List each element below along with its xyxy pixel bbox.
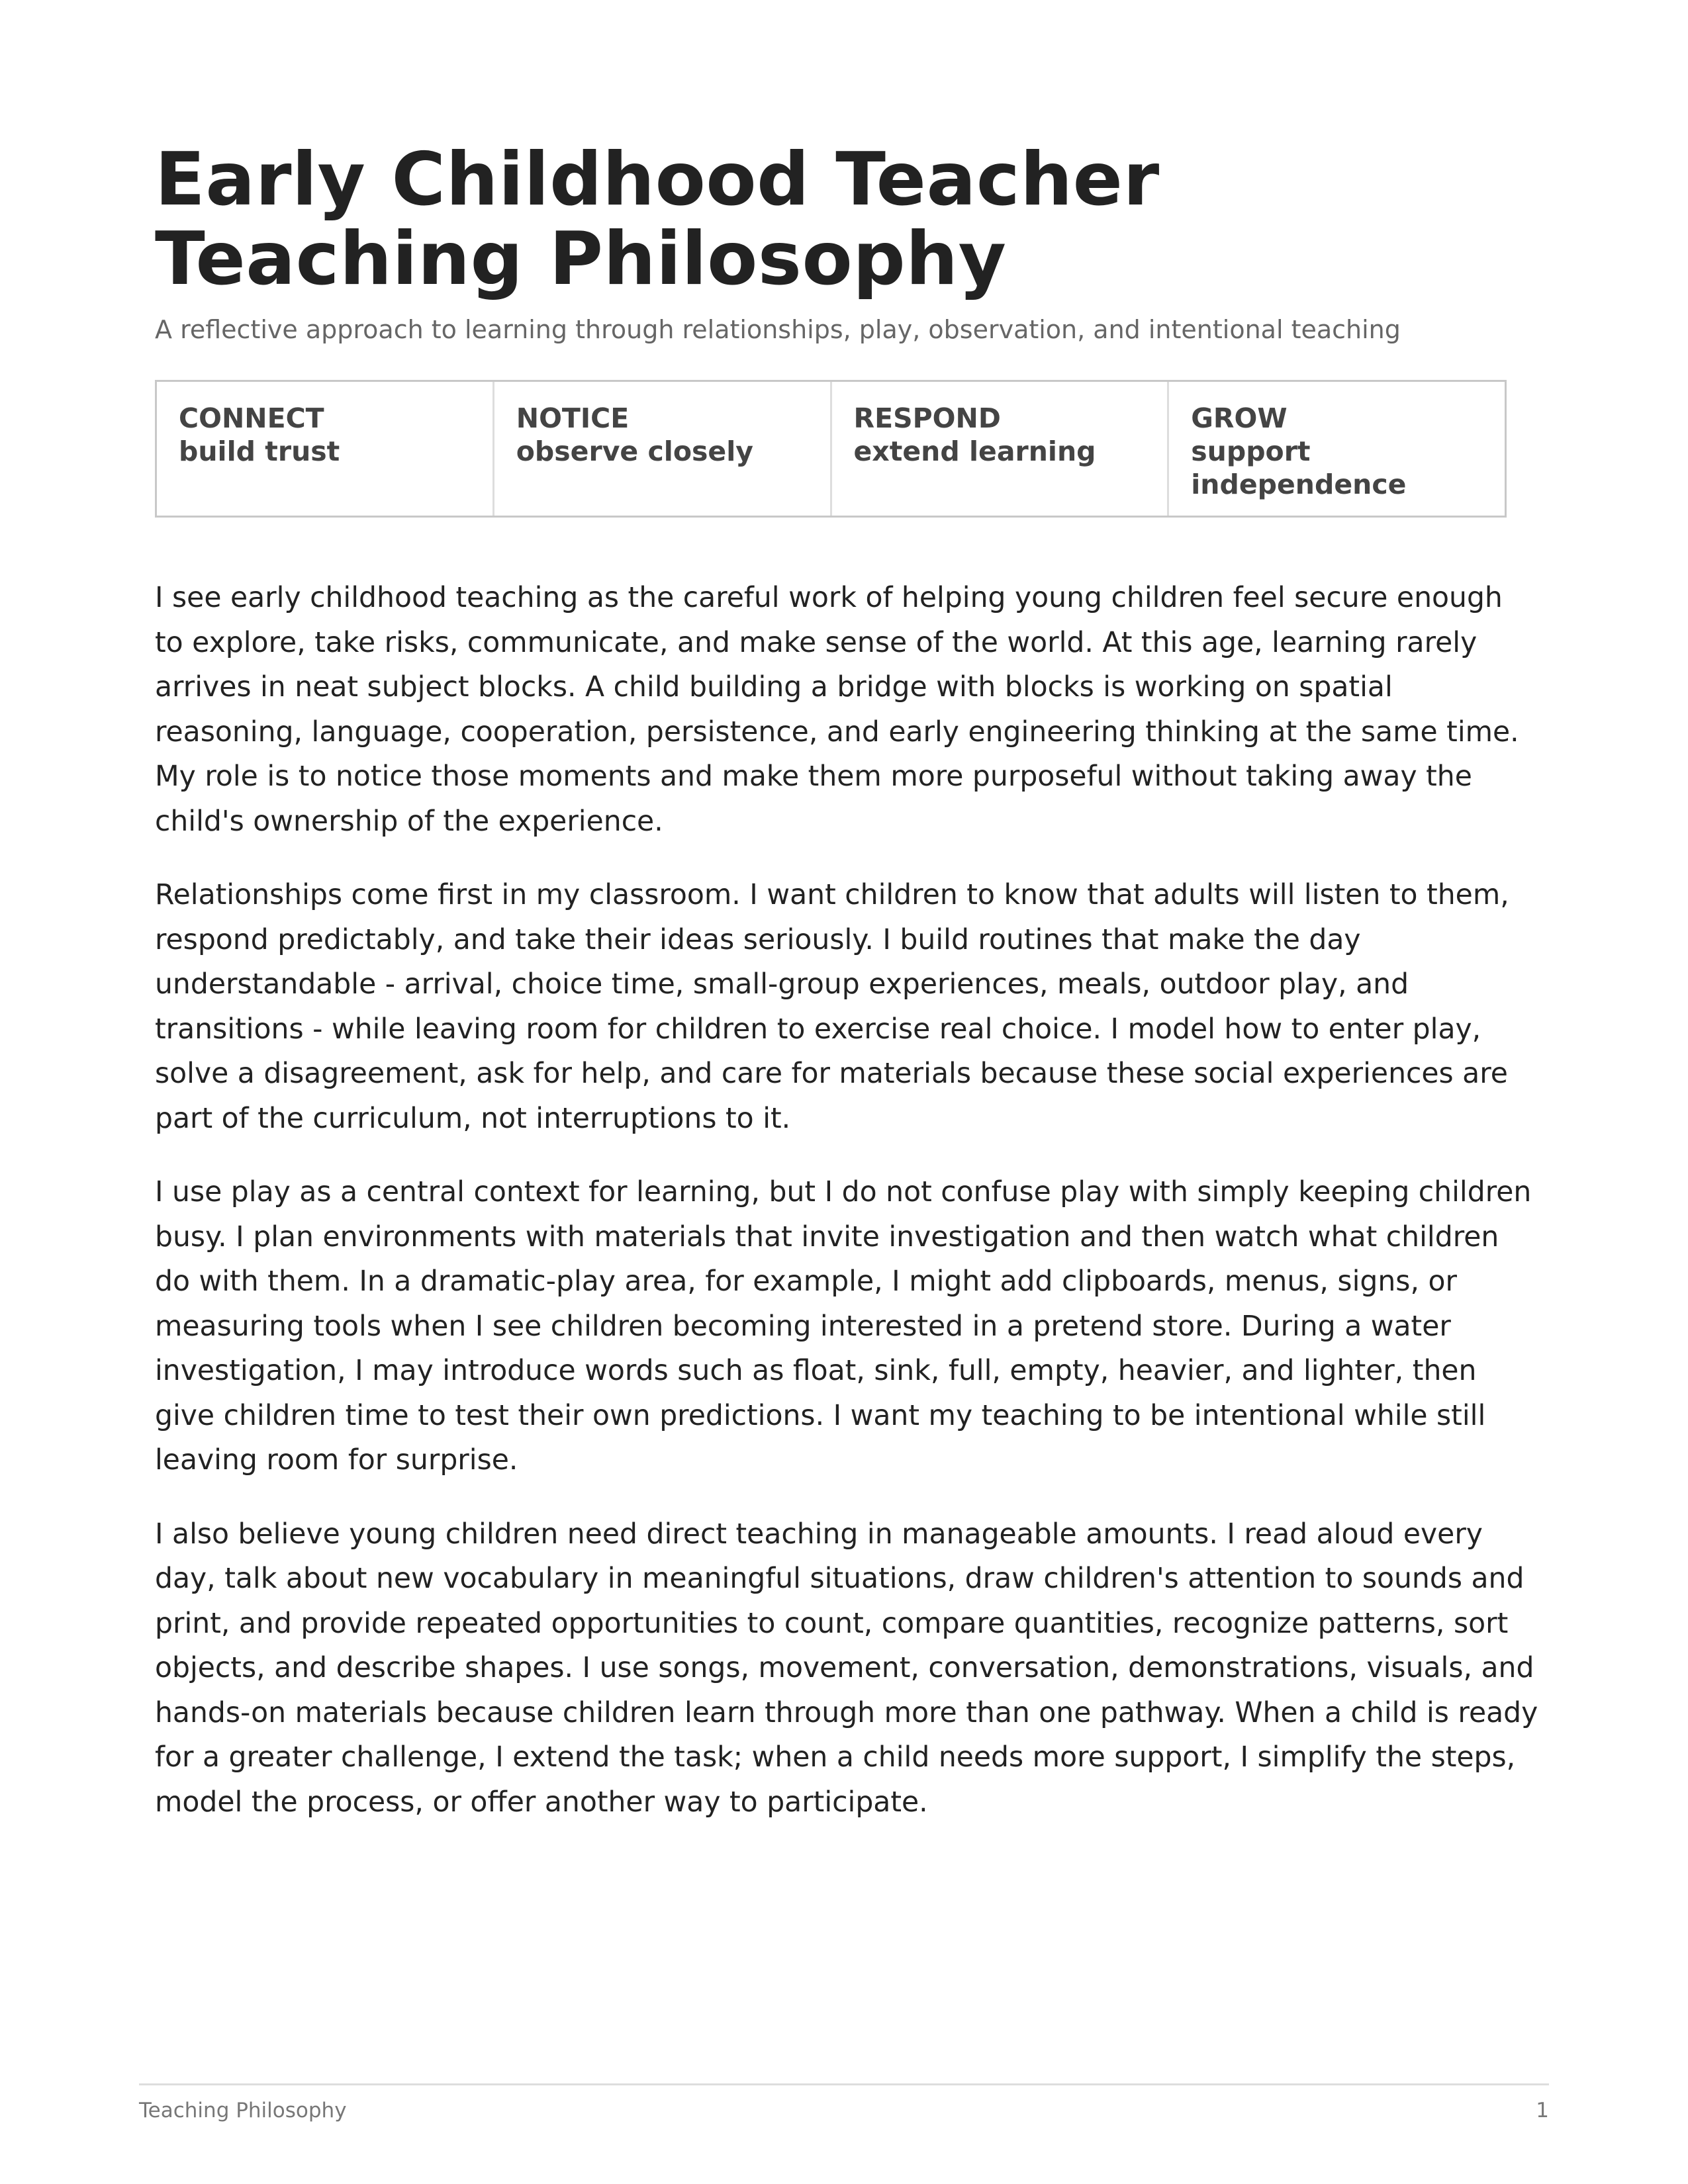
- pillar-grow: [1169, 382, 1505, 516]
- pillar-description: support independence: [1191, 435, 1407, 500]
- pillar-label: GROW: [1191, 402, 1288, 434]
- pillars-table: [155, 380, 1507, 518]
- pillar-respond: [832, 382, 1170, 516]
- body-paragraph: I also believe young children need direct teaching in manageable amounts. I read aloud every day, talk about new vocabulary in meaningful situations, draw children's attention to sounds and print, and provide repeated opportunities to count, compare quantities, recognize patterns, sort objects, and describe shapes. I use songs, movement, conversation, demonstrations, visuals, and hands-on materials because children learn through more than one pathway. When a child is ready for a greater challenge, I extend the task; when a child needs more support, I simplify the steps, model the process, or offer another way to participate.: [155, 1518, 1538, 1819]
- pillar-description: extend learning: [853, 435, 1096, 467]
- body-paragraph: I see early childhood teaching as the careful work of helping young children feel secure enough to explore, take risks, communicate, and make sense of the world. At this age, learning rarely arrives in neat subject blocks. A child building a bridge with blocks is working on spatial reasoning, language, cooperation, persistence, and early engineering thinking at the same time. My role is to notice those moments and make them more purposeful without taking away the child's ownership of the experience.: [155, 582, 1519, 838]
- page-title: Early Childhood Teacher Teaching Philosophy: [155, 137, 1160, 302]
- pillar-connect: [157, 382, 494, 516]
- pillar-description: observe closely: [516, 435, 754, 467]
- pillar-label: RESPOND: [853, 402, 1001, 434]
- page-subtitle: A reflective approach to learning through relationships, play, observation, and intentional teaching: [155, 315, 1401, 344]
- pillar-description: build trust: [179, 435, 340, 467]
- footer-title: Teaching Philosophy: [139, 2099, 347, 2122]
- body-text: [155, 576, 1538, 1825]
- pillar-notice: [494, 382, 832, 516]
- document-page: [155, 137, 1538, 1854]
- body-paragraph: Relationships come first in my classroom. I want children to know that adults will listen to them, respond predictably, and take their ideas seriously. I build routines that make the day understandable - arrival, choice time, small-group experiences, meals, outdoor play, and transitions - while leaving room for children to exercise real choice. I model how to enter play, solve a disagreement, ask for help, and care for materials because these social experiences are part of the curriculum, not interruptions to it.: [155, 879, 1509, 1135]
- body-paragraph: I use play as a central context for learning, but I do not confuse play with simply keeping children busy. I plan environments with materials that invite investigation and then watch what children do with them. In a dramatic-play area, for example, I might add clipboards, menus, signs, or measuring tools when I see children becoming interested in a pretend store. During a water investigation, I may introduce words such as float, sink, full, empty, heavier, and lighter, then give children time to test their own predictions. I want my teaching to be intentional while still leaving room for surprise.: [155, 1176, 1532, 1477]
- pillar-label: NOTICE: [516, 402, 630, 434]
- page-number: 1: [1536, 2099, 1549, 2122]
- pillar-label: CONNECT: [179, 402, 324, 434]
- page-footer: [139, 2083, 1549, 2124]
